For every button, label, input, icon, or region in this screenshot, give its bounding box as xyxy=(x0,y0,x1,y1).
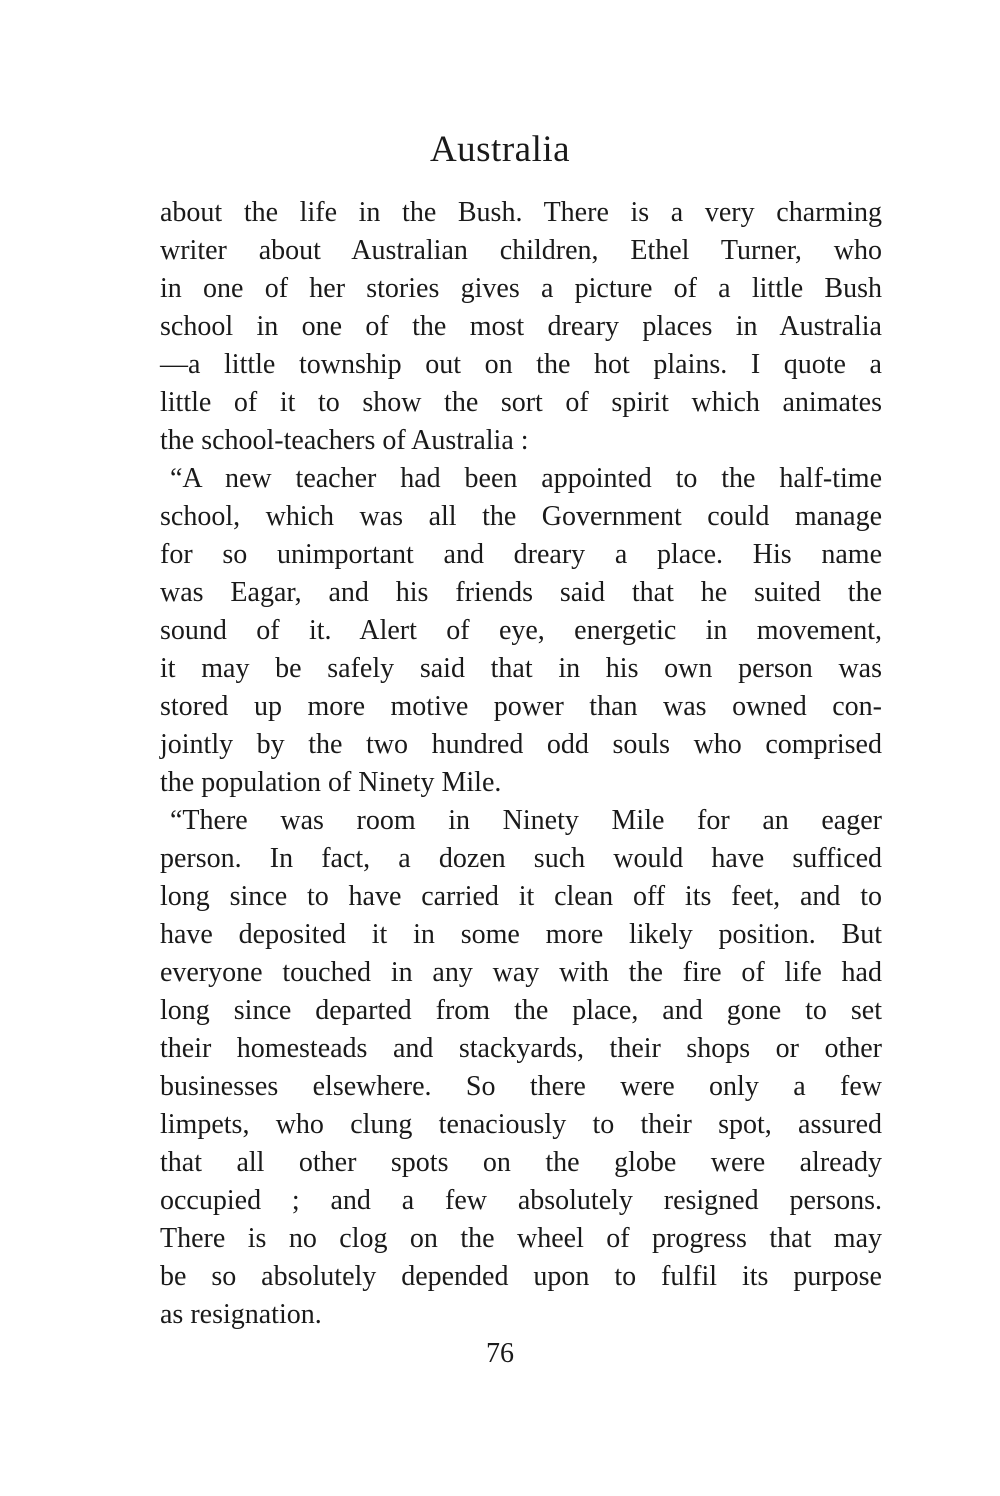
text-line: that all other spots on the globe were already xyxy=(160,1147,882,1178)
text-line: person. In fact, a dozen such would have sufficed xyxy=(160,843,882,874)
body-text xyxy=(160,194,882,1334)
text-line: —a little township out on the hot plains. I quote a xyxy=(160,349,882,380)
text-line: be so absolutely depended upon to fulfil its purpose xyxy=(160,1261,882,1292)
text-line: as resignation. xyxy=(160,1299,322,1330)
text-line: in one of her stories gives a picture of a little Bush xyxy=(160,273,882,304)
text-line: their homesteads and stackyards, their shops or other xyxy=(160,1033,882,1064)
text-line: little of it to show the sort of spirit which animates xyxy=(160,387,882,418)
text-line: the school-teachers of Australia : xyxy=(160,425,529,456)
text-line: “There was room in Ninety Mile for an eager xyxy=(170,805,882,836)
text-line: school in one of the most dreary places in Australia xyxy=(160,311,882,342)
text-line: for so unimportant and dreary a place. His name xyxy=(160,539,882,570)
text-line: long since departed from the place, and gone to set xyxy=(160,995,882,1026)
running-title: Australia xyxy=(429,129,571,170)
text-line: it may be safely said that in his own person was xyxy=(160,653,882,684)
text-line: writer about Australian children, Ethel Turner, who xyxy=(160,235,882,266)
text-line: about the life in the Bush. There is a very charming xyxy=(160,197,882,228)
text-line: There is no clog on the wheel of progress that may xyxy=(160,1223,882,1254)
text-line: long since to have carried it clean off its feet, and to xyxy=(160,881,882,912)
text-line: limpets, who clung tenaciously to their spot, assured xyxy=(160,1109,882,1140)
text-line: school, which was all the Government could manage xyxy=(160,501,882,532)
text-line: the population of Ninety Mile. xyxy=(160,767,502,798)
text-line: stored up more motive power than was owned con- xyxy=(160,691,882,722)
text-line: occupied ; and a few absolutely resigned persons. xyxy=(160,1185,882,1216)
text-line: businesses elsewhere. So there were only a few xyxy=(160,1071,882,1102)
text-line: everyone touched in any way with the fire of life had xyxy=(160,957,882,988)
text-line: was Eagar, and his friends said that he suited the xyxy=(160,577,882,608)
text-line: jointly by the two hundred odd souls who comprised xyxy=(160,729,882,760)
text-line: have deposited it in some more likely position. But xyxy=(160,919,882,950)
text-line: sound of it. Alert of eye, energetic in movement, xyxy=(160,615,882,646)
page-number: 76 xyxy=(486,1338,514,1369)
text-line: “A new teacher had been appointed to the half-time xyxy=(170,463,882,494)
